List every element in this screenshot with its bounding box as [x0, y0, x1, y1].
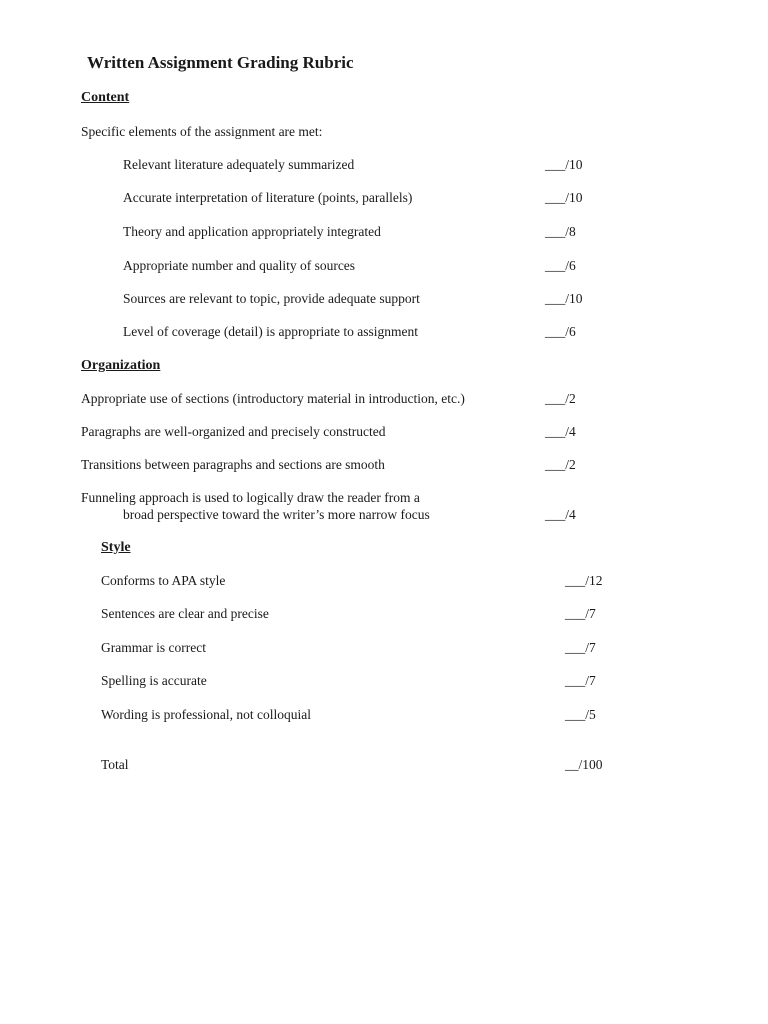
- style-heading: Style: [101, 540, 131, 555]
- rubric-item-label: Funneling approach is used to logically draw the reader from a: [81, 490, 420, 505]
- rubric-item-label: Theory and application appropriately integrated: [123, 224, 381, 239]
- rubric-item-label: Sources are relevant to topic, provide adequate support: [123, 291, 420, 306]
- rubric-item-score: ___/12: [565, 573, 603, 588]
- rubric-item-score: ___/2: [545, 457, 576, 472]
- rubric-item-score: ___/4: [545, 424, 576, 439]
- rubric-item-label: Paragraphs are well-organized and precisely constructed: [81, 424, 386, 439]
- rubric-item-score: ___/2: [545, 391, 576, 406]
- rubric-item-score: ___/10: [545, 157, 583, 172]
- rubric-item-label: Accurate interpretation of literature (points, parallels): [123, 190, 413, 205]
- page-title: Written Assignment Grading Rubric: [87, 53, 354, 72]
- rubric-item-score: ___/7: [565, 673, 596, 688]
- rubric-item-label: Conforms to APA style: [101, 573, 226, 588]
- rubric-item-score: ___/10: [545, 190, 583, 205]
- rubric-item-score: ___/6: [545, 258, 576, 273]
- rubric-item-label-continued: broad perspective toward the writer’s more narrow focus: [123, 507, 430, 522]
- rubric-item-label: Appropriate number and quality of sources: [123, 258, 356, 273]
- rubric-item-label: Sentences are clear and precise: [101, 606, 269, 621]
- rubric-item-score: ___/6: [545, 324, 576, 339]
- rubric-item-score: ___/8: [545, 224, 576, 239]
- rubric-item-score: ___/7: [565, 640, 596, 655]
- content-heading: Content: [81, 90, 130, 105]
- total-score: __/100: [565, 757, 603, 772]
- rubric-item-label: Relevant literature adequately summarized: [123, 157, 355, 172]
- rubric-item-label: Spelling is accurate: [101, 673, 207, 688]
- content-intro: Specific elements of the assignment are met:: [81, 124, 323, 139]
- rubric-item-score: ___/4: [545, 507, 576, 522]
- rubric-item-score: ___/5: [565, 707, 596, 722]
- rubric-item-label: Transitions between paragraphs and sections are smooth: [81, 457, 385, 472]
- rubric-item-score: ___/7: [565, 606, 596, 621]
- total-label: Total: [101, 757, 129, 772]
- rubric-item-label: Level of coverage (detail) is appropriate to assignment: [123, 324, 419, 339]
- rubric-item-label: Grammar is correct: [101, 640, 206, 655]
- rubric-item-label: Wording is professional, not colloquial: [101, 707, 312, 722]
- rubric-item-label: Appropriate use of sections (introductory material in introduction, etc.): [81, 391, 465, 406]
- organization-heading: Organization: [81, 358, 161, 373]
- rubric-item-score: ___/10: [545, 291, 583, 306]
